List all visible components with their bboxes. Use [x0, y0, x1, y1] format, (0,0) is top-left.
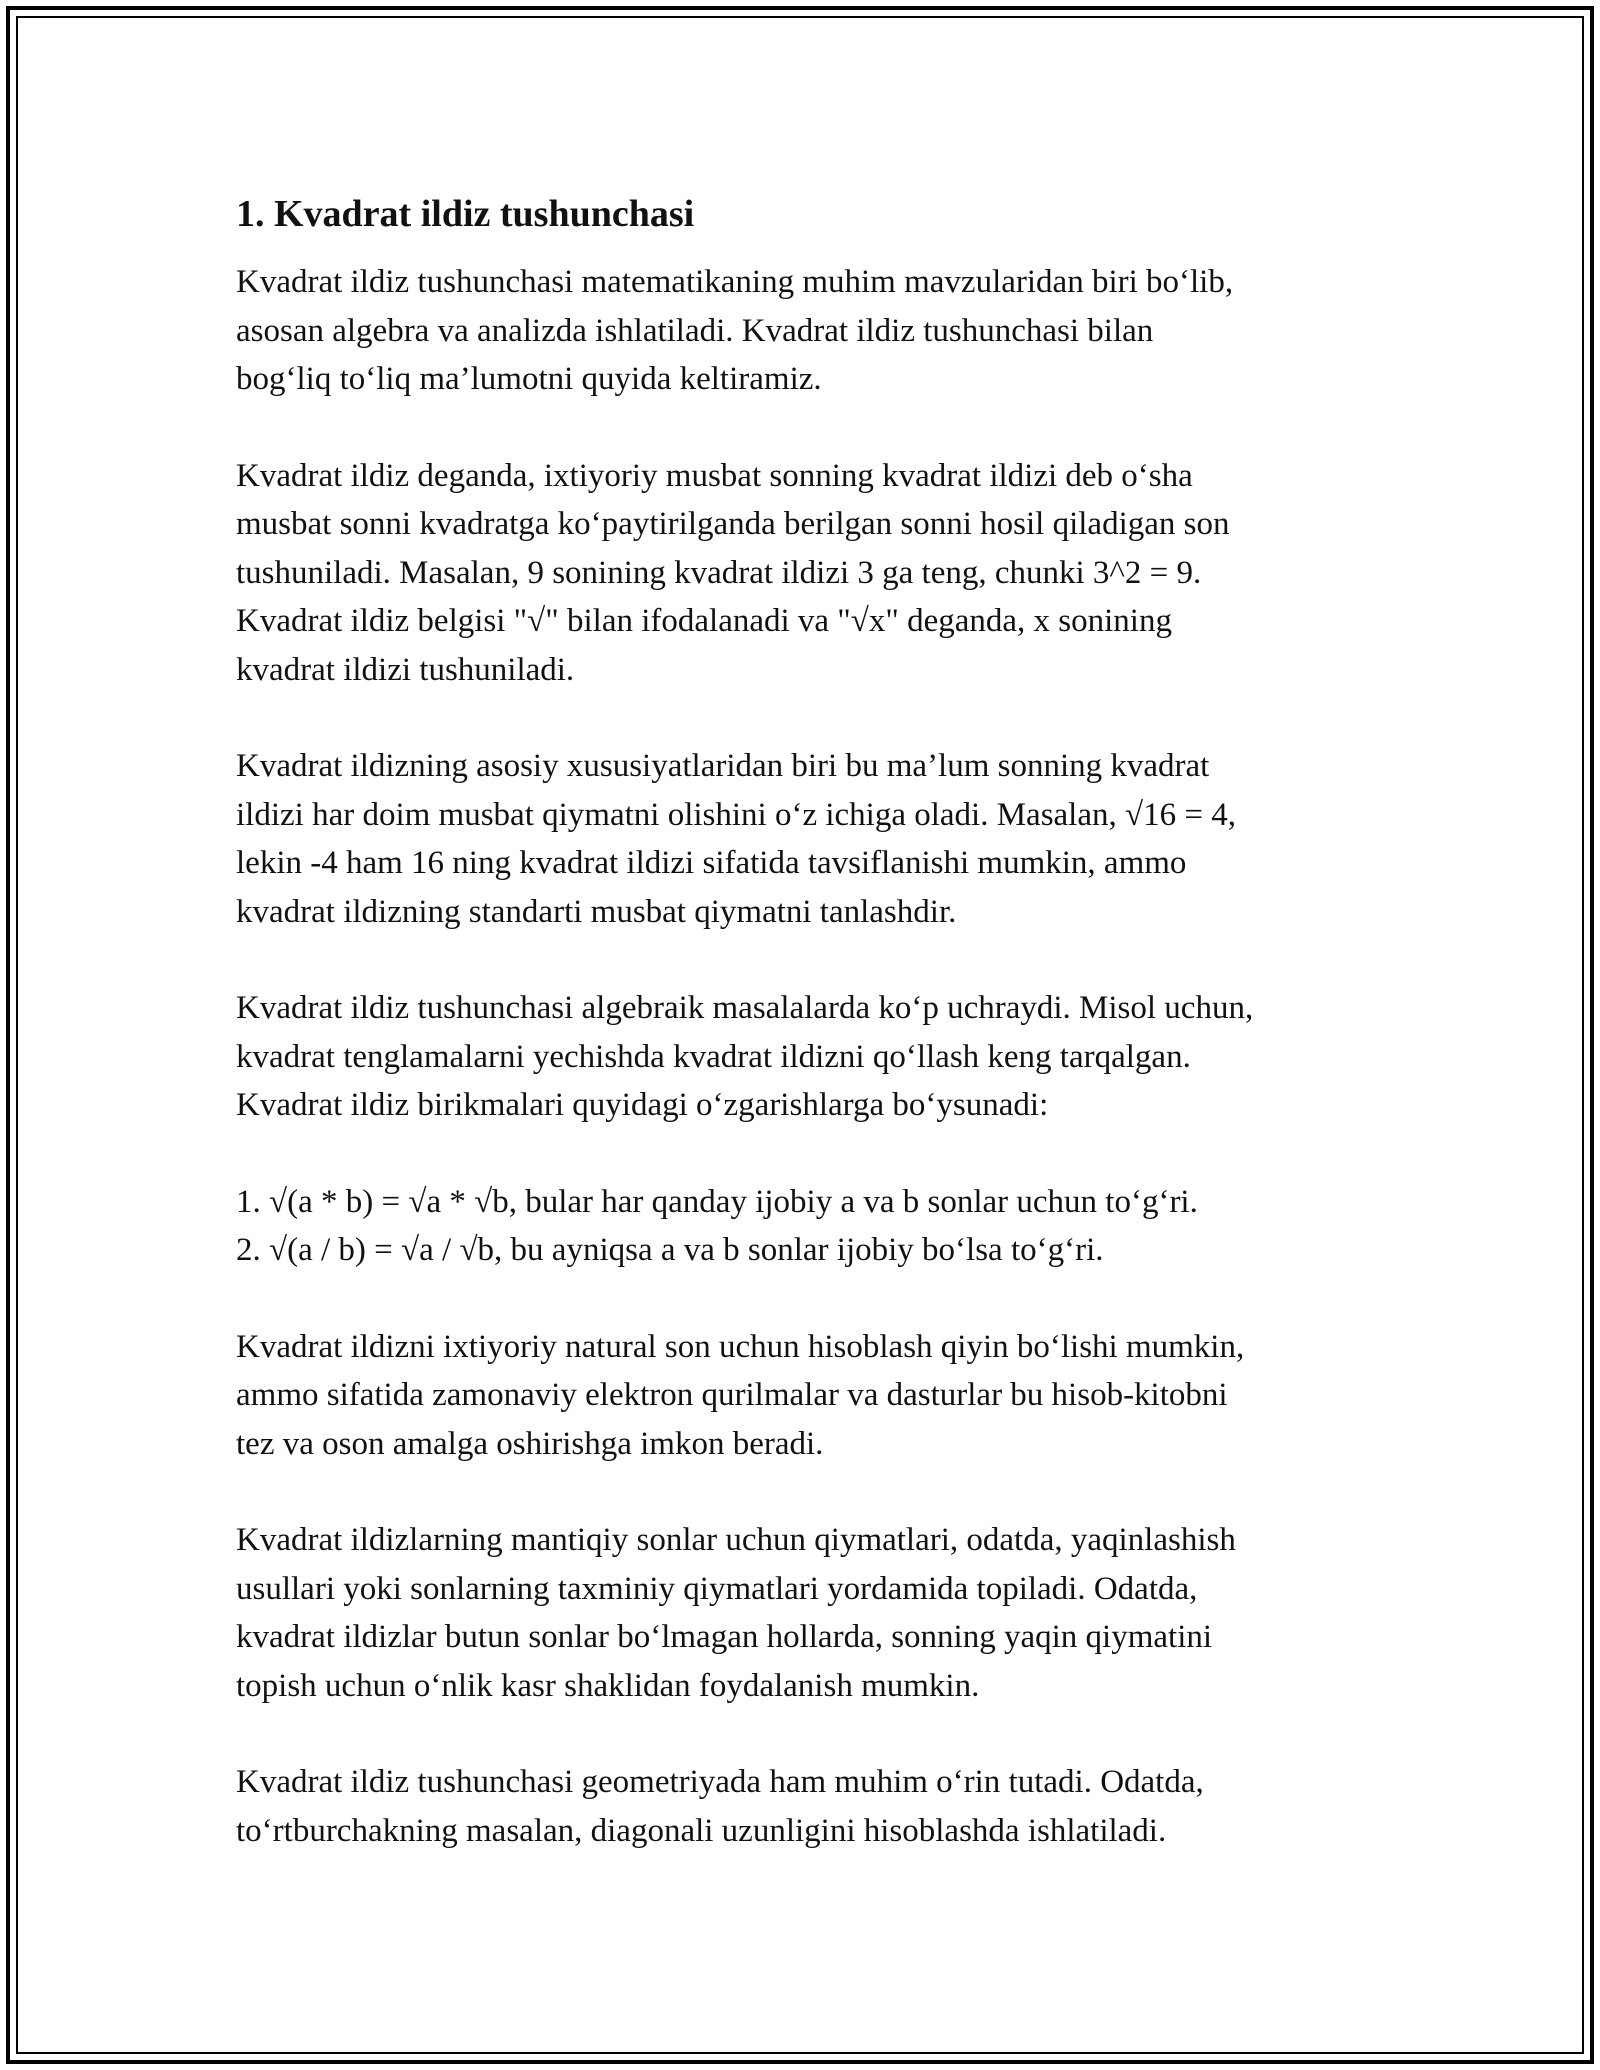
text-line: Kvadrat ildiz deganda, ixtiyoriy musbat sonning kvadrat ildizi deb o‘sha [236, 457, 1193, 494]
paragraph-rules-list [236, 1178, 1376, 1275]
text-line: to‘rtburchakning masalan, diagonali uzunligini hisoblashda ishlatiladi. [236, 1812, 1167, 1849]
list-item: 2. √(a / b) = √a / √b, bu ayniqsa a va b sonlar ijobiy bo‘lsa to‘g‘ri. [236, 1232, 1104, 1268]
text-line: Kvadrat ildizning asosiy xususiyatlaridan biri bu ma’lum sonning kvadrat [236, 748, 1210, 784]
text-line: Kvadrat ildiz tushunchasi geometriyada ham muhim o‘rin tutadi. Odatda, [236, 1764, 1204, 1800]
text-line: ildizi har doim musbat qiymatni olishini o‘z ichiga oladi. Masalan, √16 = 4, [236, 796, 1236, 833]
text-line: kvadrat ildizi tushuniladi. [236, 651, 575, 688]
text-line: Kvadrat ildiz belgisi "√" bilan ifodalanadi va "√x" deganda, x sonining [236, 603, 1172, 639]
document-body [236, 188, 1376, 1903]
text-line: lekin -4 ham 16 ning kvadrat ildizi sifatida tavsiflanishi mumkin, ammo [236, 845, 1187, 881]
text-line: kvadrat tenglamalarni yechishda kvadrat ildizni qo‘llash keng tarqalgan. [236, 1038, 1191, 1075]
paragraph-definition [236, 452, 1376, 695]
text-line: topish uchun o‘nlik kasr shaklidan foydalanish mumkin. [236, 1667, 980, 1704]
text-line: kvadrat ildizning standarti musbat qiymatni tanlashdir. [236, 893, 957, 930]
paragraph-geometry [236, 1758, 1376, 1855]
paragraph-properties [236, 742, 1376, 936]
paragraph-algebra [236, 984, 1376, 1130]
text-line: musbat sonni kvadratga ko‘paytirilganda berilgan sonni hosil qiladigan son [236, 506, 1230, 542]
text-line: Kvadrat ildiz birikmalari quyidagi o‘zgarishlarga bo‘ysunadi: [236, 1087, 1049, 1123]
list-item: 1. √(a * b) = √a * √b, bular har qanday ijobiy a va b sonlar uchun to‘g‘ri. [236, 1183, 1198, 1220]
text-line: Kvadrat ildizni ixtiyoriy natural son uchun hisoblash qiyin bo‘lishi mumkin, [236, 1328, 1245, 1365]
text-line: tez va oson amalga oshirishga imkon beradi. [236, 1425, 824, 1462]
paragraph-intro [236, 258, 1376, 404]
text-line: asosan algebra va analizda ishlatiladi. Kvadrat ildiz tushunchasi bilan [236, 312, 1154, 349]
text-line: kvadrat ildizlar butun sonlar bo‘lmagan hollarda, sonning yaqin qiymatini [236, 1619, 1213, 1655]
paragraph-computation [236, 1323, 1376, 1469]
text-line: bog‘liq to‘liq ma’lumotni quyida keltiramiz. [236, 361, 822, 397]
text-line: tushuniladi. Masalan, 9 sonining kvadrat ildizi 3 ga teng, chunki 3^2 = 9. [236, 554, 1202, 591]
text-line: Kvadrat ildiz tushunchasi matematikaning muhim mavzularidan biri bo‘lib, [236, 264, 1234, 300]
text-line: ammo sifatida zamonaviy elektron qurilmalar va dasturlar bu hisob-kitobni [236, 1377, 1228, 1413]
text-line: usullari yoki sonlarning taxminiy qiymatlari yordamida topiladi. Odatda, [236, 1570, 1198, 1607]
text-line: Kvadrat ildiz tushunchasi algebraik masalalarda ko‘p uchraydi. Misol uchun, [236, 990, 1254, 1026]
text-line: Kvadrat ildizlarning mantiqiy sonlar uchun qiymatlari, odatda, yaqinlashish [236, 1522, 1236, 1558]
paragraph-approximation [236, 1516, 1376, 1710]
section-heading: 1. Kvadrat ildiz tushunchasi [236, 193, 695, 235]
